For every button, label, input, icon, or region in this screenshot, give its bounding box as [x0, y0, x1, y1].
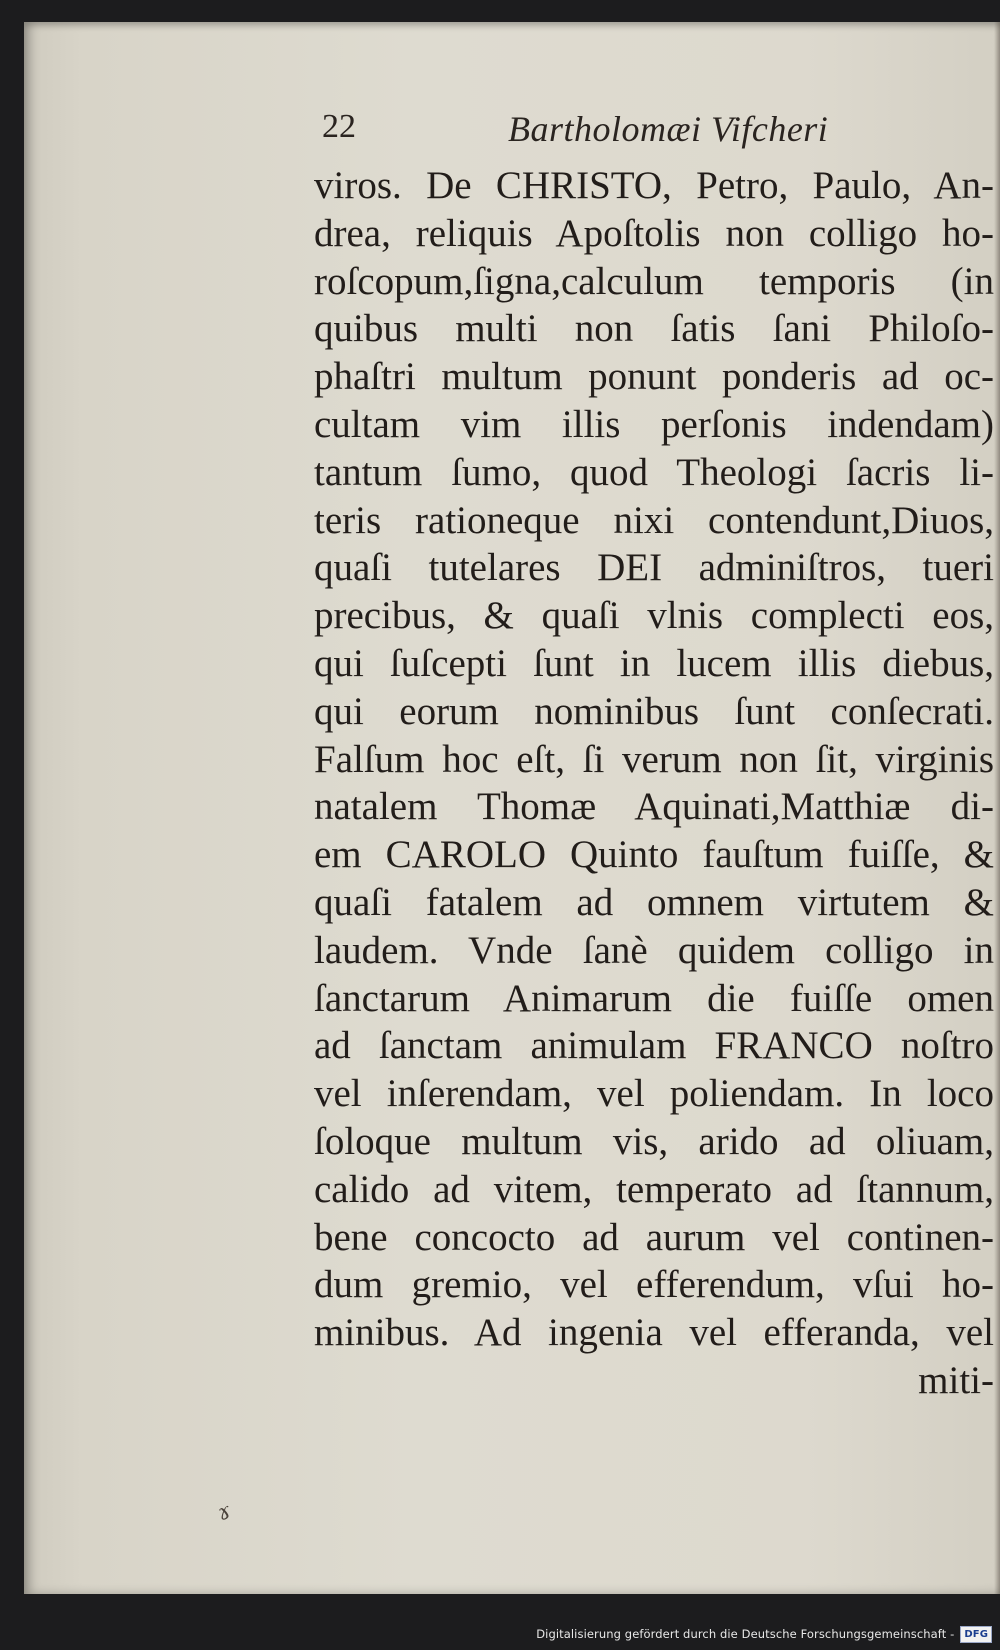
text-line: ſoloque multum vis, arido ad oliuam,	[314, 1119, 994, 1163]
text-line: quaſi tutelares DEI adminiſtros, tueri	[314, 546, 994, 590]
text-line: ad ſanctam animulam FRANCO noſtro	[314, 1024, 994, 1068]
page-edge-shadow	[994, 22, 1000, 1594]
page-header	[322, 108, 842, 158]
text-line: minibus. Ad ingenia vel efferanda, vel	[314, 1311, 994, 1355]
digitization-footer	[536, 1624, 992, 1644]
text-line: viros. De CHRISTO, Petro, Paulo, An-	[314, 164, 994, 207]
text-line: drea, reliquis Apoſtolis non colligo ho-	[314, 211, 994, 255]
text-line: vel inſerendam, vel poliendam. In loco	[314, 1072, 994, 1116]
text-line: quibus multi non ſatis ſani Philoſo-	[314, 307, 994, 351]
ink-mark: ɤ	[214, 1498, 235, 1527]
text-line: dum gremio, vel efferendum, vſui ho-	[314, 1263, 994, 1307]
text-line: qui eorum nominibus ſunt conſecrati.	[314, 689, 994, 733]
body-text	[314, 162, 994, 1405]
text-line: em CAROLO Quinto fauſtum fuiſſe, &	[314, 833, 994, 877]
page-number: 22	[322, 108, 356, 145]
text-line: qui ſuſcepti ſunt in lucem illis diebus,	[314, 641, 994, 685]
text-line: bene concocto ad aurum vel continen-	[314, 1215, 994, 1259]
text-line: natalem Thomæ Aquinati,Matthiæ di-	[314, 785, 994, 829]
running-head: Bartholomæi Vifcheri	[508, 109, 829, 149]
text-line: tantum ſumo, quod Theologi ſacris li-	[314, 450, 994, 494]
dfg-logo: DFG	[960, 1626, 992, 1643]
text-line: Falſum hoc eſt, ſi verum non ſit, virginis	[314, 737, 994, 781]
text-line: laudem. Vnde ſanè quidem colligo in	[314, 928, 994, 972]
text-line: ſanctarum Animarum die fuiſſe omen	[314, 976, 994, 1020]
text-line: quaſi fatalem ad omnem virtutem &	[314, 880, 994, 924]
footer-credit: Digitalisierung gefördert durch die Deutsche Forschungsgemeinschaft -	[536, 1627, 955, 1641]
text-line: cultam vim illis perſonis indendam)	[314, 402, 994, 446]
text-line: phaſtri multum ponunt ponderis ad oc-	[314, 355, 994, 399]
text-line: calido ad vitem, temperato ad ſtannum,	[314, 1167, 994, 1211]
text-line: teris rationeque nixi contendunt,Diuos,	[314, 498, 994, 542]
catchword: miti-	[918, 1358, 994, 1402]
text-line: precibus, & quaſi vlnis complecti eos,	[314, 594, 994, 638]
text-line: roſcopum,ſigna,calculum temporis (in	[314, 259, 994, 303]
